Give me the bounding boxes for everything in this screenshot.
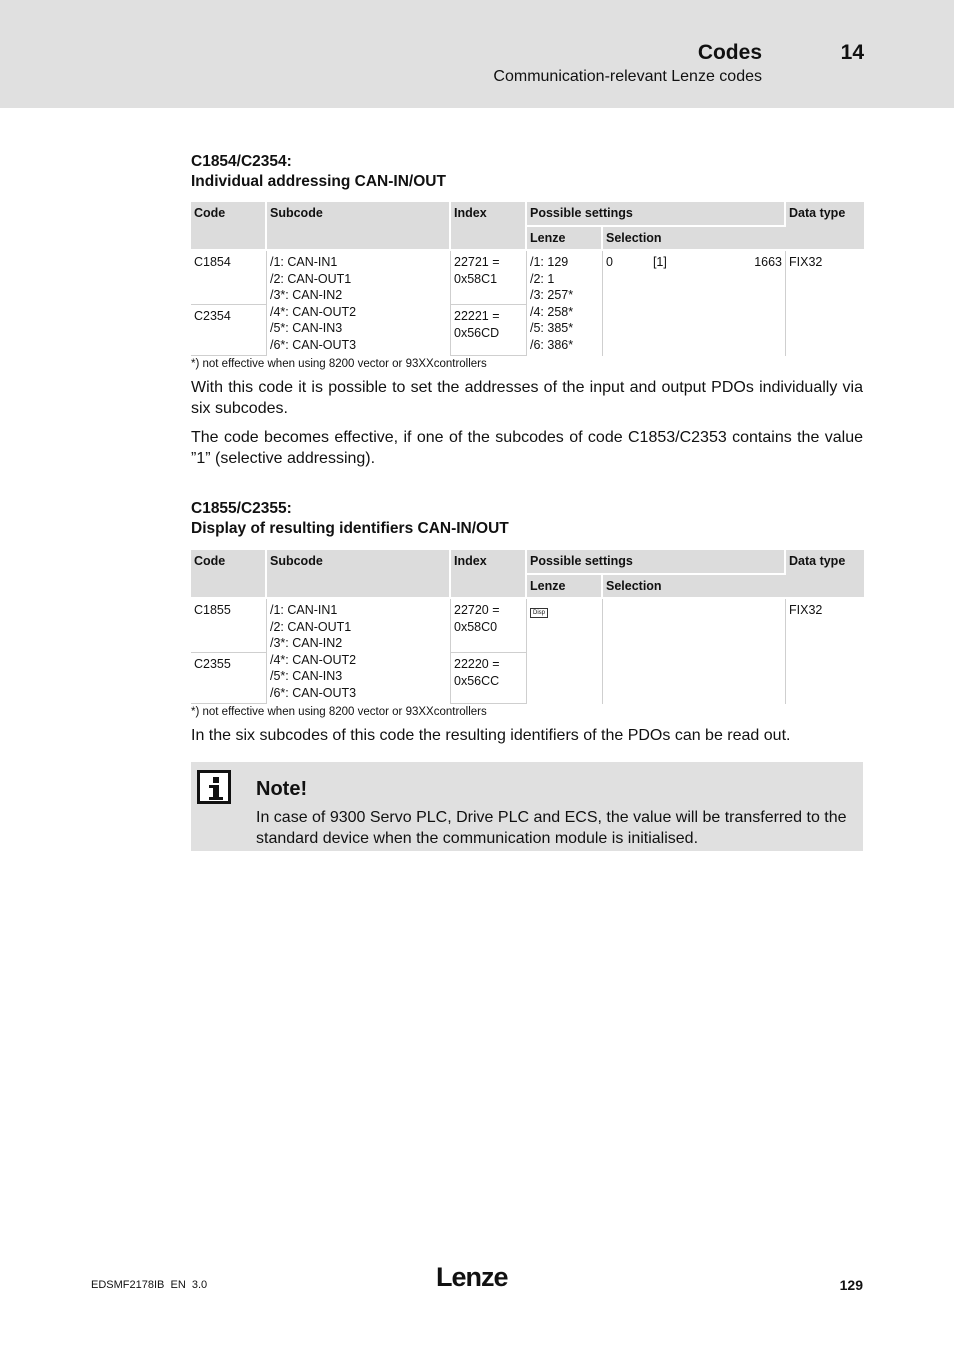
section1-title-line2: Individual addressing CAN-IN/OUT — [191, 173, 446, 190]
subcode-item: /4*: CAN-OUT2 — [270, 652, 357, 667]
code-cell: C2355 — [191, 652, 267, 704]
index-cell — [451, 304, 527, 356]
lenze-value: /6: 386* — [530, 337, 574, 352]
col-header-data-type: Data type — [786, 550, 864, 599]
lenze-value: /2: 1 — [530, 271, 555, 286]
col-header-code: Code — [191, 202, 267, 251]
index-hex: 0x58C0 — [454, 619, 498, 634]
code-cell: C1854 — [191, 251, 267, 304]
table-row — [191, 251, 864, 304]
col-header-data-type: Data type — [786, 202, 864, 251]
index-decimal: 22221 = — [454, 309, 500, 323]
subcode-item: /4*: CAN-OUT2 — [270, 304, 357, 319]
subcode-item: /5*: CAN-IN3 — [270, 669, 343, 683]
lenze-logo: Lenze — [436, 1262, 508, 1292]
selection-min: 0 — [606, 255, 613, 269]
subcode-item: /2: CAN-OUT1 — [270, 271, 352, 286]
note-text: In case of 9300 Servo PLC, Drive PLC and ECS, the value will be transferred to the standard device when the communication module is initialised. — [256, 809, 847, 847]
col-header-possible-settings: Possible settings — [527, 202, 786, 227]
index-decimal: 22720 = — [454, 603, 500, 617]
document-id: EDSMF2178IB EN 3.0 — [91, 1279, 208, 1291]
subcode-item: /6*: CAN-OUT3 — [270, 337, 357, 352]
lenze-value: /1: 129 — [530, 255, 569, 269]
footnote: *) not effective when using 8200 vector or 93XXcontrollers — [191, 358, 487, 370]
col-header-subcode: Subcode — [267, 550, 451, 599]
lenze-value: /5: 385* — [530, 321, 574, 335]
index-cell — [451, 599, 527, 652]
code-cell: C1855 — [191, 599, 267, 652]
index-hex: 0x56CC — [454, 673, 500, 688]
subcode-item: /5*: CAN-IN3 — [270, 321, 343, 335]
section2-title-line1: C1855/C2355: — [191, 500, 292, 517]
subcode-cell — [267, 599, 451, 704]
index-hex: 0x56CD — [454, 325, 500, 340]
index-hex: 0x58C1 — [454, 271, 498, 286]
note-box — [191, 762, 863, 851]
subcode-item: /2: CAN-OUT1 — [270, 619, 352, 634]
section1-title — [191, 152, 446, 192]
col-header-subcode: Subcode — [267, 202, 451, 251]
index-decimal: 22220 = — [454, 657, 500, 671]
selection-max: 1663 — [754, 255, 782, 269]
data-type-cell: FIX32 — [789, 603, 823, 617]
col-header-index: Index — [451, 202, 527, 251]
display-only-icon: Disp — [530, 608, 548, 618]
col-header-possible-settings: Possible settings — [527, 550, 786, 575]
table-row — [191, 599, 864, 652]
subcode-item: /1: CAN-IN1 — [270, 255, 338, 269]
section2-title — [191, 499, 509, 539]
col-header-index: Index — [451, 550, 527, 599]
note-heading: Note! — [256, 778, 308, 800]
col-header-lenze: Lenze — [527, 227, 603, 252]
selection-cell — [603, 599, 786, 704]
index-decimal: 22721 = — [454, 255, 500, 269]
c1854-table — [191, 202, 864, 356]
footnote: *) not effective when using 8200 vector or 93XXcontrollers — [191, 706, 487, 718]
subcode-item: /3*: CAN-IN2 — [270, 288, 343, 302]
info-icon — [197, 770, 231, 804]
index-cell — [451, 251, 527, 304]
col-header-selection: Selection — [603, 227, 786, 252]
subcode-item: /6*: CAN-OUT3 — [270, 685, 357, 700]
col-header-lenze: Lenze — [527, 575, 603, 600]
lenze-value: /3: 257* — [530, 288, 574, 302]
section1-title-line1: C1854/C2354: — [191, 153, 292, 170]
lenze-cell — [527, 599, 603, 704]
chapter-title: Codes — [697, 41, 762, 64]
subcode-cell — [267, 251, 451, 356]
paragraph: The code becomes effective, if one of the subcodes of code C1853/C2353 contains the value ”1” (selective addressing). — [191, 429, 863, 467]
c1855-table — [191, 550, 864, 704]
selection-step: [1] — [652, 255, 667, 269]
chapter-subtitle: Communication-relevant Lenze codes — [493, 68, 762, 85]
lenze-value: /4: 258* — [530, 304, 574, 319]
subcode-item: /3*: CAN-IN2 — [270, 636, 343, 650]
page-number: 129 — [839, 1277, 863, 1293]
index-cell — [451, 652, 527, 704]
page-header — [0, 0, 954, 108]
data-type-cell: FIX32 — [789, 255, 823, 269]
section2-title-line2: Display of resulting identifiers CAN-IN/OUT — [191, 520, 509, 537]
selection-cell — [603, 251, 786, 356]
chapter-number: 14 — [840, 41, 864, 64]
subcode-item: /1: CAN-IN1 — [270, 603, 338, 617]
col-header-code: Code — [191, 550, 267, 599]
lenze-cell — [527, 251, 603, 356]
col-header-selection: Selection — [603, 575, 786, 600]
paragraph: In the six subcodes of this code the resulting identifiers of the PDOs can be read out. — [191, 727, 791, 744]
code-cell: C2354 — [191, 304, 267, 356]
paragraph: With this code it is possible to set the addresses of the input and output PDOs individually via six subcodes. — [191, 379, 863, 417]
